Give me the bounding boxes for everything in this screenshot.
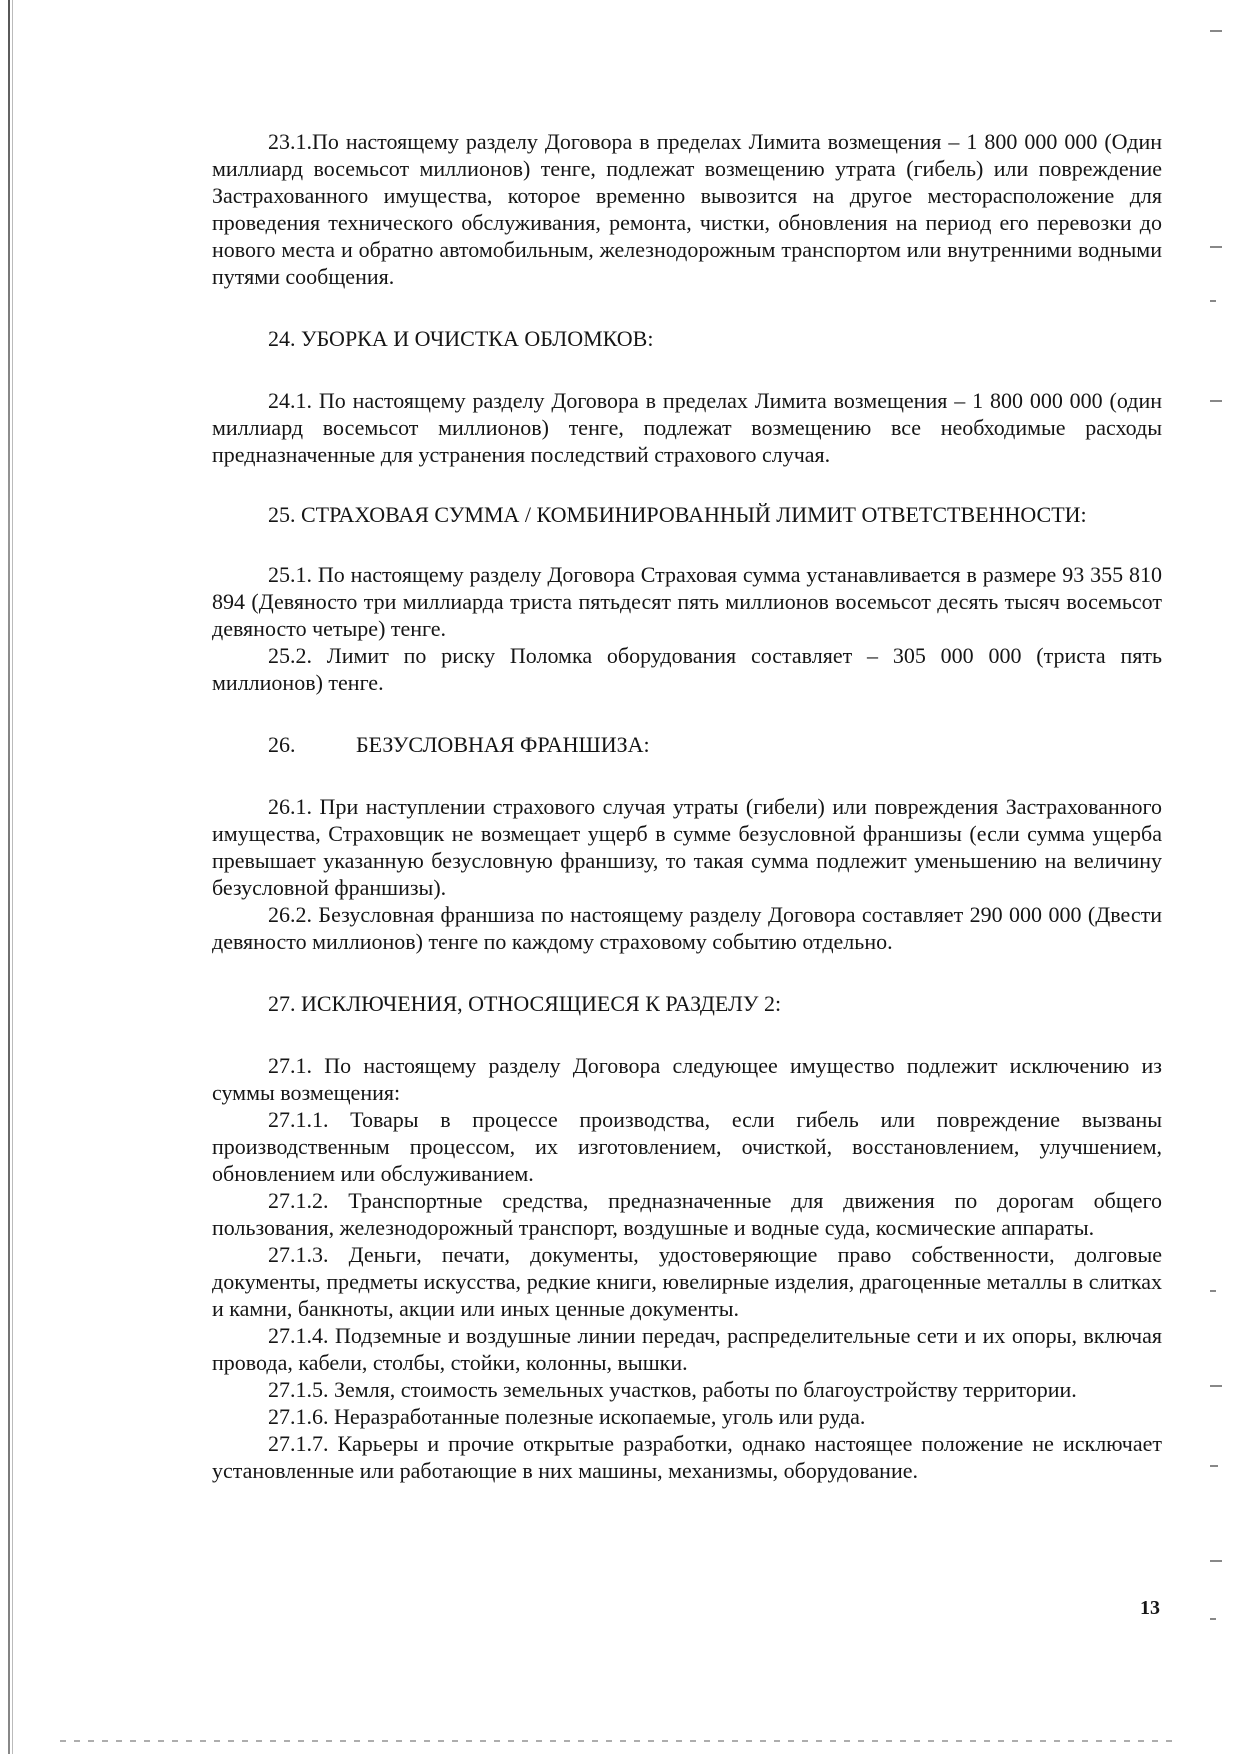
paragraph-27-1-7: 27.1.7. Карьеры и прочие открытые разработки, однако настоящее положение не исключает установленные или работающие в них машины, механизмы, оборудование.	[212, 1431, 1162, 1483]
paragraph-25-1: 25.1. По настоящему разделу Договора Страховая сумма устанавливается в размере 93 355 810 894 (Девяносто три миллиарда триста пятьдесят пять миллионов восемьсот десять тысяч восемьсот девяносто четыре) тенге.	[212, 562, 1162, 641]
scan-bottom-edge	[60, 1740, 1180, 1742]
heading-26	[212, 731, 1162, 758]
paragraph-27-1-4: 27.1.4. Подземные и воздушные линии передач, распределительные сети и их опоры, включая провода, кабели, столбы, стойки, колонны, вышки.	[212, 1323, 1162, 1375]
scan-margin-marks	[1210, 0, 1240, 1754]
paragraph-27-1-3: 27.1.3. Деньги, печати, документы, удостоверяющие право собственности, долговые документы, предметы искусства, редкие книги, ювелирные изделия, драгоценные металлы в слитках и камни, банкноты, акции или иных ценные документы.	[212, 1242, 1162, 1321]
heading-26-number: 26.	[268, 732, 296, 757]
paragraph-26-1: 26.1. При наступлении страхового случая утраты (гибели) или повреждения Застрахованного имущества, Страховщик не возмещает ущерб в сумме безусловной франшизы (если сумма ущерба превышает указанную безусловную франшизу, то такая сумма подлежит уменьшению на величину безусловной франшизы).	[212, 794, 1162, 900]
scan-edge-secondary	[12, 0, 13, 1754]
paragraph-24-1: 24.1. По настоящему разделу Договора в пределах Лимита возмещения – 1 800 000 000 (один миллиард восемьсот миллионов) тенге, подлежат возмещению все необходимые расходы предназначенные для устранения последствий страхового случая.	[212, 388, 1162, 467]
heading-25: 25. СТРАХОВАЯ СУММА / КОМБИНИРОВАННЫЙ ЛИМИТ ОТВЕТСТВЕННОСТИ:	[268, 502, 1087, 527]
paragraph-27-1-6: 27.1.6. Неразработанные полезные ископаемые, уголь или руда.	[268, 1404, 866, 1429]
paragraph-26-2: 26.2. Безусловная франшиза по настоящему разделу Договора составляет 290 000 000 (Двести девяносто миллионов) тенге по каждому страховому событию отдельно.	[212, 902, 1162, 954]
paragraph-25-2: 25.2. Лимит по риску Поломка оборудования составляет – 305 000 000 (триста пять миллионов) тенге.	[212, 643, 1162, 695]
paragraph-27-1-5: 27.1.5. Земля, стоимость земельных участков, работы по благоустройству территории.	[268, 1377, 1077, 1402]
heading-27: 27. ИСКЛЮЧЕНИЯ, ОТНОСЯЩИЕСЯ К РАЗДЕЛУ 2:	[268, 991, 782, 1016]
paragraph-23-1: 23.1.По настоящему разделу Договора в пределах Лимита возмещения – 1 800 000 000 (Один миллиард восемьсот миллионов) тенге, подлежат возмещению утрата (гибель) или повреждение Застрахованного имущества, которое временно вывозится на другое месторасположение для проведения технического обслуживания, ремонта, чистки, обновления на период его перевозки до нового места и обратно автомобильным, железнодорожным транспортом или внутренними водными путями сообщения.	[212, 129, 1162, 289]
paragraph-27-1-2: 27.1.2. Транспортные средства, предназначенные для движения по дорогам общего пользования, железнодорожный транспорт, воздушные и водные суда, космические аппараты.	[212, 1188, 1162, 1240]
heading-24: 24. УБОРКА И ОЧИСТКА ОБЛОМКОВ:	[268, 326, 654, 351]
document-body	[212, 128, 1162, 1484]
paragraph-27-1-1: 27.1.1. Товары в процессе производства, если гибель или повреждение вызваны производственным процессом, их изготовлением, очисткой, восстановлением, улучшением, обновлением или обслуживанием.	[212, 1107, 1162, 1186]
heading-26-title: БЕЗУСЛОВНАЯ ФРАНШИЗА:	[356, 732, 650, 757]
scan-edge	[8, 0, 10, 1754]
paragraph-27-1: 27.1. По настоящему разделу Договора следующее имущество подлежит исключению из суммы возмещения:	[212, 1053, 1162, 1105]
page-number: 13	[1140, 1597, 1160, 1619]
